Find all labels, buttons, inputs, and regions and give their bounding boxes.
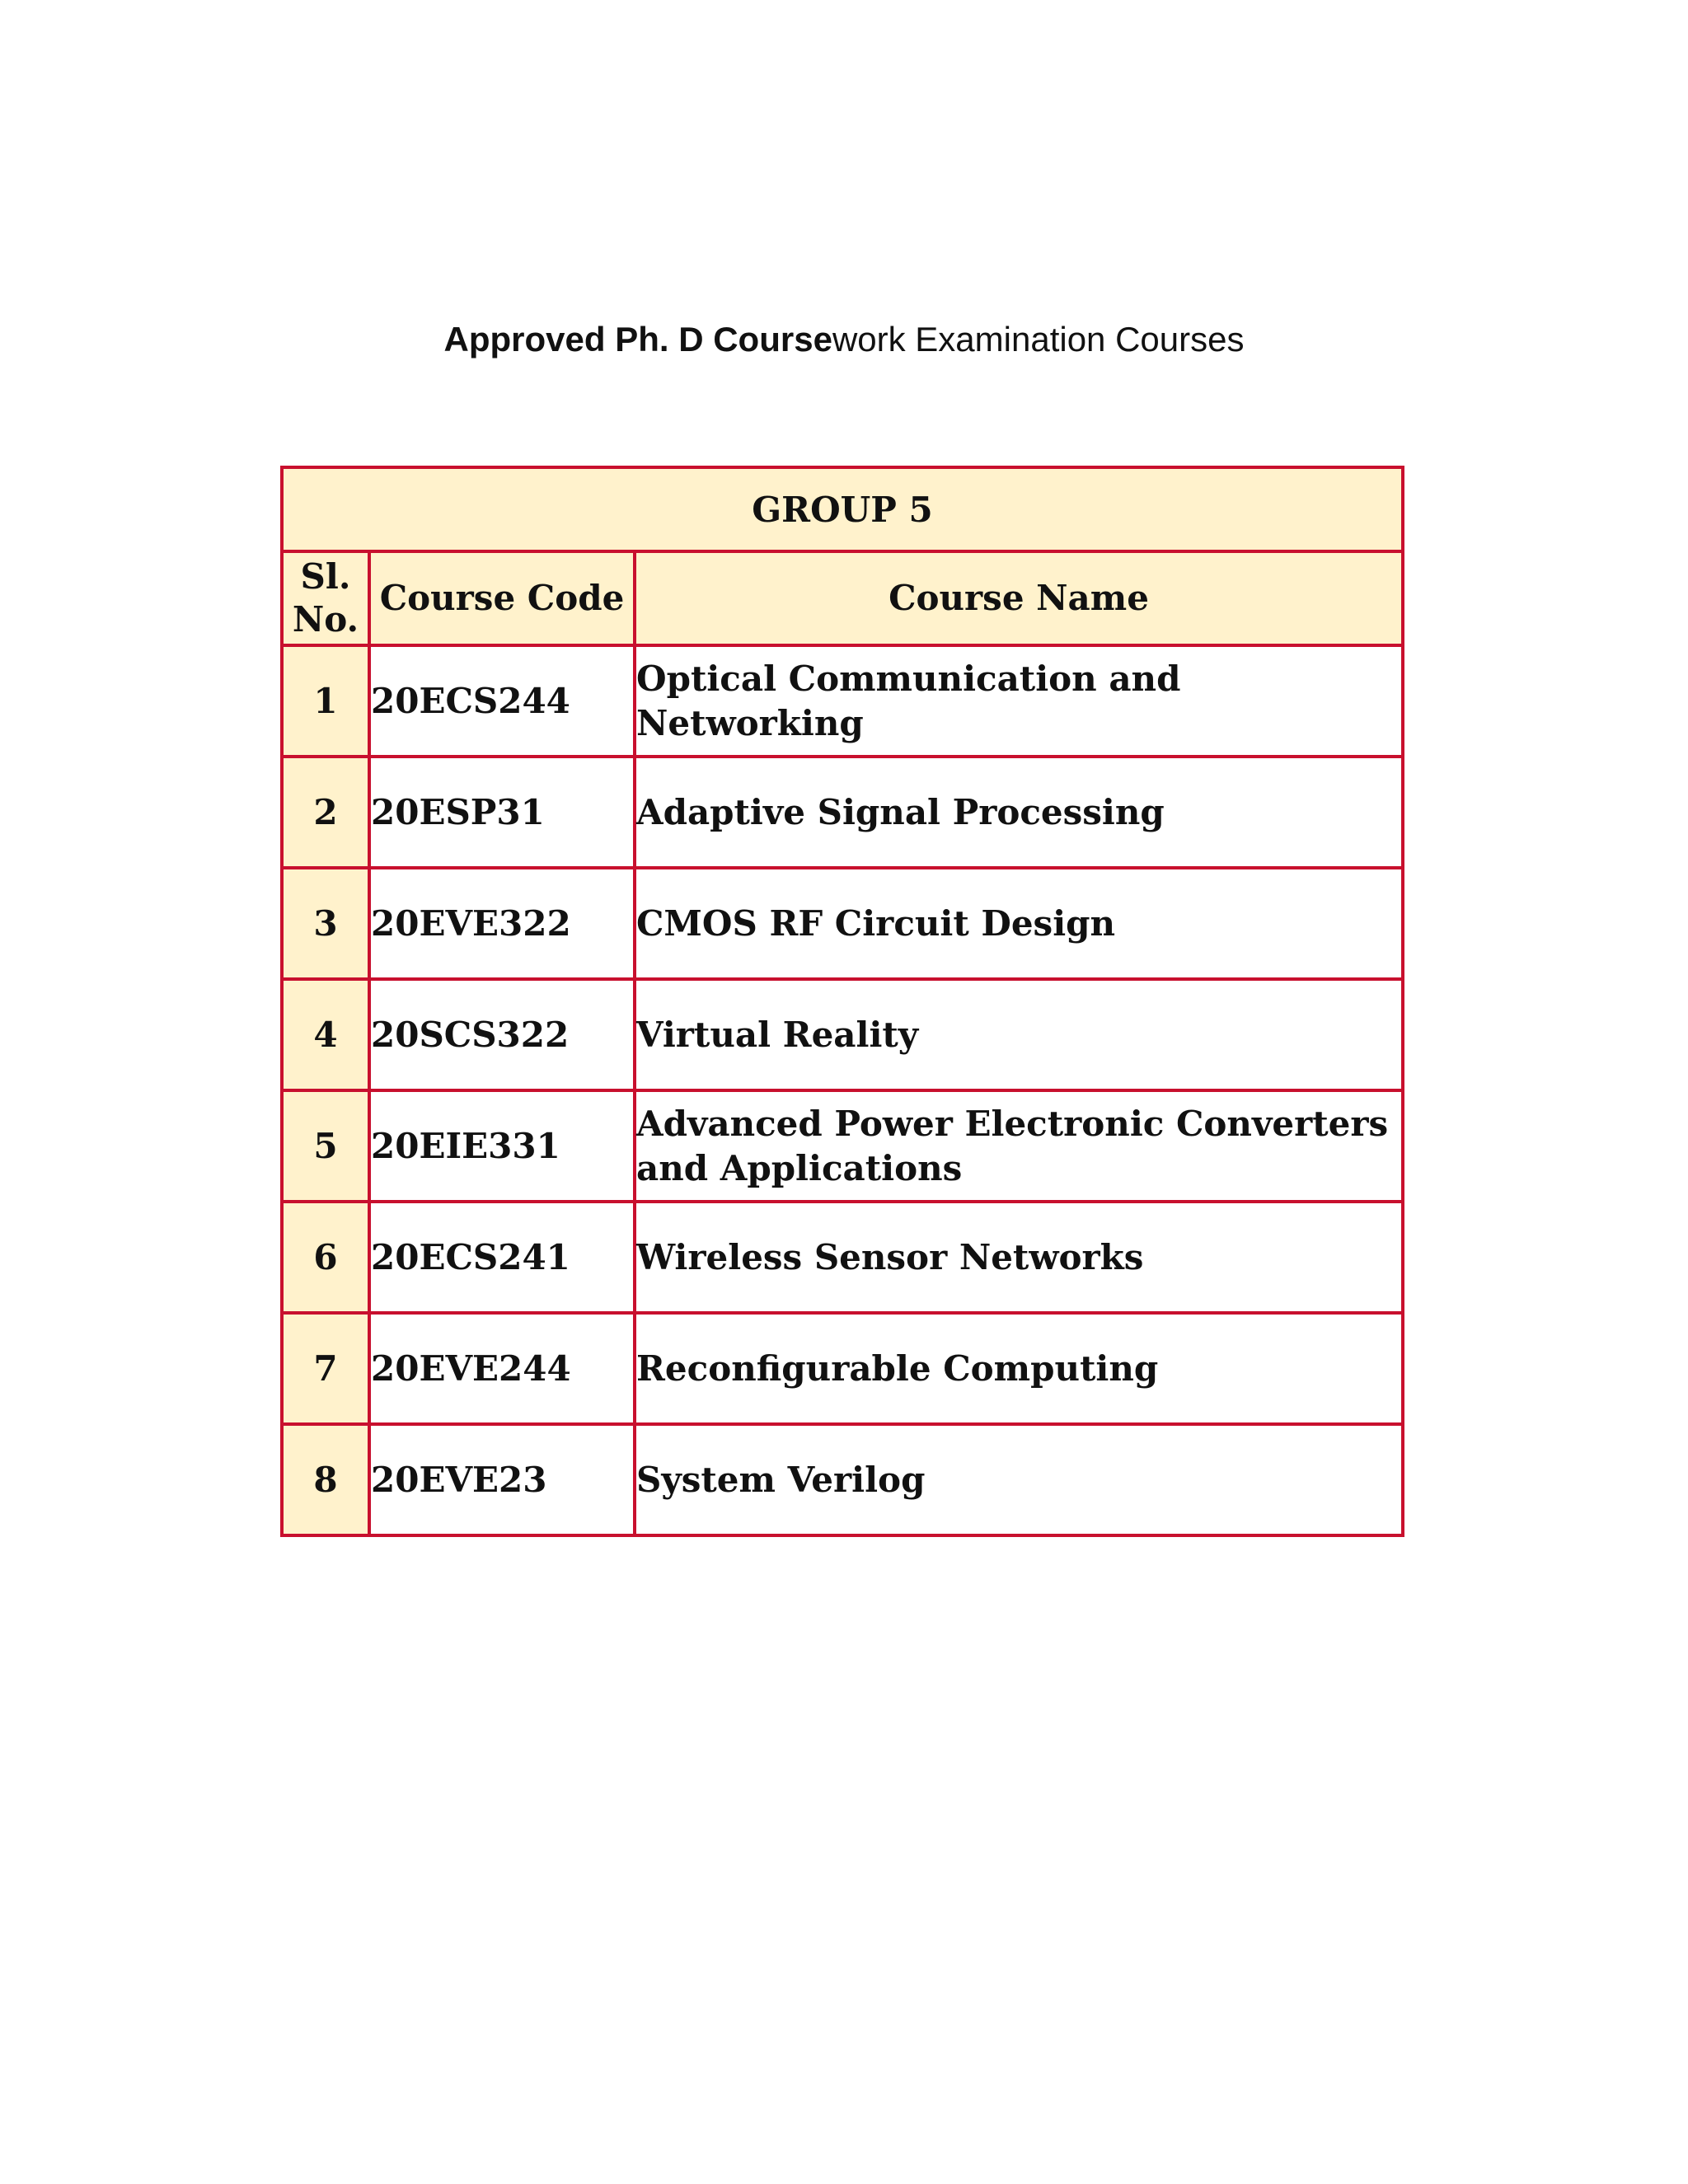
- group-header-row: [282, 467, 1403, 551]
- sl-no-cell: 4: [282, 979, 369, 1090]
- table-row: [282, 979, 1403, 1090]
- table-row: [282, 1424, 1403, 1535]
- sl-no-cell: 5: [282, 1090, 369, 1202]
- table-row: [282, 645, 1403, 757]
- sl-no-cell: 2: [282, 757, 369, 868]
- sl-no-cell: 8: [282, 1424, 369, 1535]
- group-label: GROUP 5: [282, 467, 1403, 551]
- table-row: [282, 1202, 1403, 1313]
- course-code-cell: 20SCS322: [369, 979, 635, 1090]
- column-header-course-name: Course Name: [635, 551, 1403, 645]
- page-title: [0, 320, 1688, 359]
- page-title-light-part: work Examination Courses: [832, 320, 1245, 359]
- course-table: [280, 466, 1404, 1537]
- course-code-cell: 20ESP31: [369, 757, 635, 868]
- course-code-cell: 20EIE331: [369, 1090, 635, 1202]
- sl-no-cell: 3: [282, 868, 369, 979]
- course-name-cell: Virtual Reality: [635, 979, 1403, 1090]
- page-title-bold-part: Approved Ph. D Course: [443, 320, 832, 359]
- sl-no-cell: 6: [282, 1202, 369, 1313]
- course-name-cell: CMOS RF Circuit Design: [635, 868, 1403, 979]
- sl-no-cell: 1: [282, 645, 369, 757]
- course-name-cell: Adaptive Signal Processing: [635, 757, 1403, 868]
- column-header-sl-line2: No.: [292, 599, 359, 640]
- course-name-cell: System Verilog: [635, 1424, 1403, 1535]
- course-code-cell: 20EVE322: [369, 868, 635, 979]
- sl-no-cell: 7: [282, 1313, 369, 1424]
- course-code-cell: 20EVE23: [369, 1424, 635, 1535]
- table-row: [282, 757, 1403, 868]
- course-name-cell: Advanced Power Electronic Converters and Applications: [635, 1090, 1403, 1202]
- course-code-cell: 20ECS241: [369, 1202, 635, 1313]
- column-header-row: [282, 551, 1403, 645]
- column-header-course-code: Course Code: [369, 551, 635, 645]
- course-name-cell: Wireless Sensor Networks: [635, 1202, 1403, 1313]
- course-code-cell: 20EVE244: [369, 1313, 635, 1424]
- course-code-cell: 20ECS244: [369, 645, 635, 757]
- column-header-sl-line1: Sl.: [300, 556, 351, 597]
- table-row: [282, 868, 1403, 979]
- table-row: [282, 1313, 1403, 1424]
- course-name-cell: Optical Communication and Networking: [635, 645, 1403, 757]
- table-row: [282, 1090, 1403, 1202]
- course-name-cell: Reconfigurable Computing: [635, 1313, 1403, 1424]
- column-header-sl-no: [282, 551, 369, 645]
